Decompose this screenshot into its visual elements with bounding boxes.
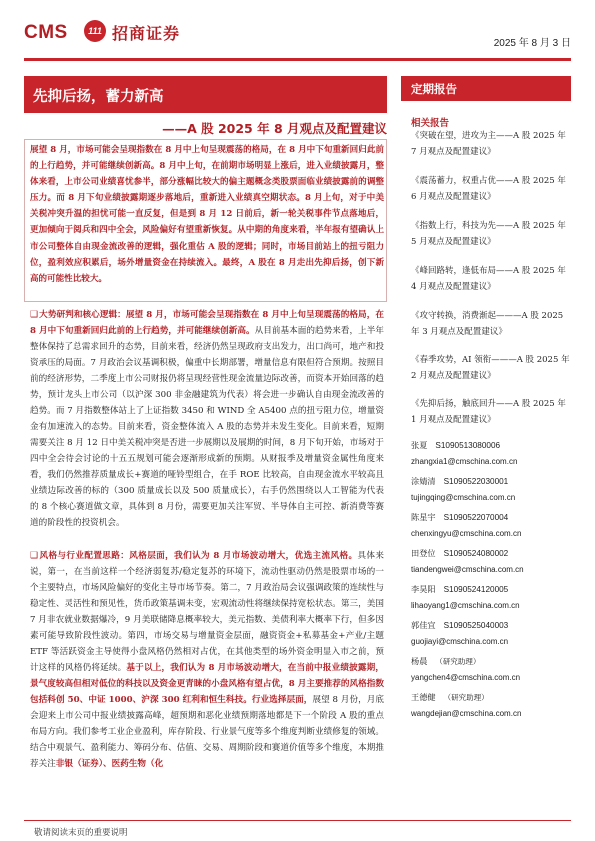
- report-category: 定期报告: [411, 82, 457, 96]
- analyst-name: 李昊阳: [411, 584, 436, 594]
- header-divider: [24, 58, 571, 61]
- bullet-square-icon: ❑: [30, 551, 39, 561]
- analyst-email[interactable]: lihaoyang1@cmschina.com.cn: [411, 601, 520, 610]
- analyst-entry: [411, 689, 571, 722]
- analyst-entry: [411, 581, 571, 614]
- analyst-license: S1090525040003: [443, 621, 509, 630]
- analyst-email[interactable]: yangchen4@cmschina.com.cn: [411, 673, 521, 682]
- section-market-view: [30, 307, 384, 531]
- analyst-name: 涂婧清: [411, 476, 436, 486]
- analyst-name: 陈星宇: [411, 512, 436, 522]
- section-highlight: 基于以上，我们认为 8 月市场波动增大，在当前中报业绩披露期，景气度较高但相对低位的科技以及资金更青睐的小盘风格有望占优，8 月主要推荐的风格指数包括科创 50、中证 1000、沪深 300 红利和恒生科技。行业选择层面，: [30, 663, 384, 705]
- section-lead: 风格与行业配置思路：风格层面，我们认为 8 月市场波动增大，优选主流风格。: [39, 551, 358, 561]
- related-report-item[interactable]: 《春季攻势，AI 领衔———A 股 2025 年 2 月观点及配置建议》: [411, 355, 570, 381]
- footer-disclaimer: 敬请阅读末页的重要说明: [34, 828, 128, 838]
- analyst-role: （研究助理）: [435, 657, 481, 666]
- related-report-item[interactable]: 《先抑后扬，触底回升——A 股 2025 年 1 月观点及配置建议》: [411, 399, 566, 425]
- section-text-tail: 展望 8 月份，月底会迎来上市公司中报业绩披露高峰，超预期和恶化业绩预期落地都是下一个阶段 A 股的重点布局方向。我们参考工业企业盈利，库存阶段、行业景气度等多个维度判断业绩修复的领域。结合中观景气、盈利能力、筹码分布、估值、交易、周期阶段和赛道价值等多个维度，本期推荐关注: [30, 695, 384, 769]
- related-reports-title: 相关报告: [411, 118, 450, 129]
- analyst-name: 杨晨: [411, 656, 428, 666]
- related-report-item[interactable]: 《攻守转换，消费渐起———A 股 2025 年 3 月观点及配置建议》: [411, 311, 564, 337]
- analyst-email[interactable]: zhangxia1@cmschina.com.cn: [411, 457, 518, 466]
- analyst-email[interactable]: wangdejian@cmschina.com.cn: [411, 709, 522, 718]
- report-date: 2025 年 8 月 3 日: [493, 38, 571, 49]
- related-report-item[interactable]: 《峰回路转，逢低布局——A 股 2025 年 4 月观点及配置建议》: [411, 266, 566, 292]
- analyst-email[interactable]: guojiayi@cmschina.com.cn: [411, 637, 509, 646]
- analyst-email[interactable]: tujingqing@cmschina.com.cn: [411, 493, 516, 502]
- company-name: 招商证券: [112, 24, 181, 43]
- analyst-entry: [411, 437, 571, 470]
- bullet-square-icon: ❑: [30, 310, 39, 320]
- analyst-entry: [411, 617, 571, 650]
- analyst-entry: [411, 653, 571, 686]
- analyst-email[interactable]: chenxingyu@cmschina.com.cn: [411, 529, 522, 538]
- analyst-license: S1090522070004: [443, 513, 509, 522]
- footer-divider: [24, 820, 571, 821]
- analyst-entry: [411, 473, 571, 506]
- analyst-role: （研究助理）: [443, 693, 489, 702]
- analyst-name: 田登位: [411, 548, 436, 558]
- analyst-license: S1090522030001: [443, 477, 509, 486]
- analyst-license: S1090524080002: [443, 549, 509, 558]
- section-text: 具体来说，第一，在当前这样一个经济弱复苏/稳定复苏的环境下，流动性驱动仍然是股票市场的一个主要特点，市场风险偏好的变化主导市场节奏。第二，7 月政治局会议强调政策的连续性与稳定性、灵活性和预见性，货币政策基调未变，宏观流动性将继续保持宽松状态。第三，美国 7 月非农就业数据爆冷，9 月美联储降息概率较大，美元指数、美债利率大概率下行，但多因素可能导致阶段性波动。第四，市场交易与增量资金层面，融资资金+私募基金+产业/主题 ETF 等活跃资金主导使得小盘风格仍然相对占优，在其他类型的场外资金明显入市之前，预计这样的风格仍将延续。: [30, 551, 384, 673]
- report-subtitle: ——A 股 2025 年 8 月观点及配置建议: [162, 121, 387, 136]
- analyst-license: S1090513080006: [435, 441, 501, 450]
- related-report-item[interactable]: 《突破在望，进攻为主——A 股 2025 年 7 月观点及配置建议》: [411, 131, 566, 157]
- related-report-item[interactable]: 《震荡蓄力，权重占优——A 股 2025 年 6 月观点及配置建议》: [411, 176, 566, 202]
- section-text: 从目前基本面的趋势来看，上半年整体保持了总需求回升的态势，目前来看，经济仍然呈现政府支出发力，出口尚可，地产和投资承压的局面。7 月政治会议基调积极，偏重中长期部署，增量信息有限但符合预期。按照目前的经济形势，二季度上市公司财报仍将呈现经营性现金流量边际改善，而资本开始回落的趋势，预计龙头上市公司（以沪深 300 非金融建筑为代表）将会进一步确认自由现金流改善的趋势。而 7 月指数整体站上了上证指数 3450 和 WIND 全 A5400 点的扭亏阻力位，增量资金有加速流入的态势。目前来看，资金整体流入 A 股的态势并未发生变化。目前来看，短期需要关注 8 月 12 日中美关税冲突是否进一步展期以及展期的时间，8 月下旬开始，市场对于四中全会待会讨论的十五五规划可能会逐渐形成新的预期。从财报季及增量资金属性角度来看，我们仍然推荐质量成长+赛道的哑铃型组合，在手 ROE 比较高，自由现金流水平较高且业绩边际改善的标的（300 质量成长以及 500 质量成长），右手仍然围绕以人工智能为代表的 8 个核心赛道做文章，具体到 8 月份，需要更加关注军贸、半导体自主可控、新消费等赛道的阶段性的投资机会。: [30, 326, 384, 528]
- analyst-license: S1090524120005: [443, 585, 509, 594]
- related-report-item[interactable]: 《指数上行，科技为先——A 股 2025 年 5 月观点及配置建议》: [411, 221, 566, 247]
- company-logo-text: CMS: [24, 22, 68, 43]
- analyst-entry: [411, 509, 571, 542]
- summary-text: 展望 8 月，市场可能会呈现指数在 8 月中上旬呈现震荡的格局，在 8 月中下旬重新回归此前的上行趋势，并可能继续创新高。8 月中上旬，在前期市场明显上涨后，进入业绩披露月，整体来看，上市公司业绩喜忧参半，部分涨幅比较大的偏主题概念类股票面临业绩披露前的调整压力。而 8 月下旬业绩披露期逐步落地后，重新进入业绩真空期状态。8 月上旬，对于中美关税冲突升温的担忧可能一直反复，但是到 8 月 12 日前后，新一轮关税事件节点落地后，更加倾向于阅兵和四中全会，风险偏好有望重新恢复。从中期的角度来看，半年报有望确认上市公司整体自由现金流改善的逻辑，强化重估 A 股的逻辑；同时，市场目前站上的扭亏阻力位，盈利效应积累后，场外增量资金在持续流入。最终，A 股在 8 月走出先抑后扬，创下新高的可能性比较大。: [30, 145, 384, 284]
- analyst-name: 王德健: [411, 692, 436, 702]
- logo-badge-icon: 111: [84, 20, 106, 42]
- analyst-email[interactable]: tiandengwei@cmschina.com.cn: [411, 565, 524, 574]
- analyst-name: 郭佳宜: [411, 620, 436, 630]
- section-lead: 大势研判和核心逻辑：展望 8 月，市场可能会呈现指数在 8 月中上旬呈现震荡的格局，在 8 月中下旬重新回归此前的上行趋势，并可能继续创新高。: [30, 310, 384, 336]
- section-recommend: 非银（证券）、医药生物（化: [55, 759, 164, 769]
- section-style-allocation: [30, 548, 384, 772]
- report-title: 先抑后扬，蓄力新高: [33, 89, 164, 105]
- analyst-name: 张夏: [411, 440, 428, 450]
- analyst-entry: [411, 545, 571, 578]
